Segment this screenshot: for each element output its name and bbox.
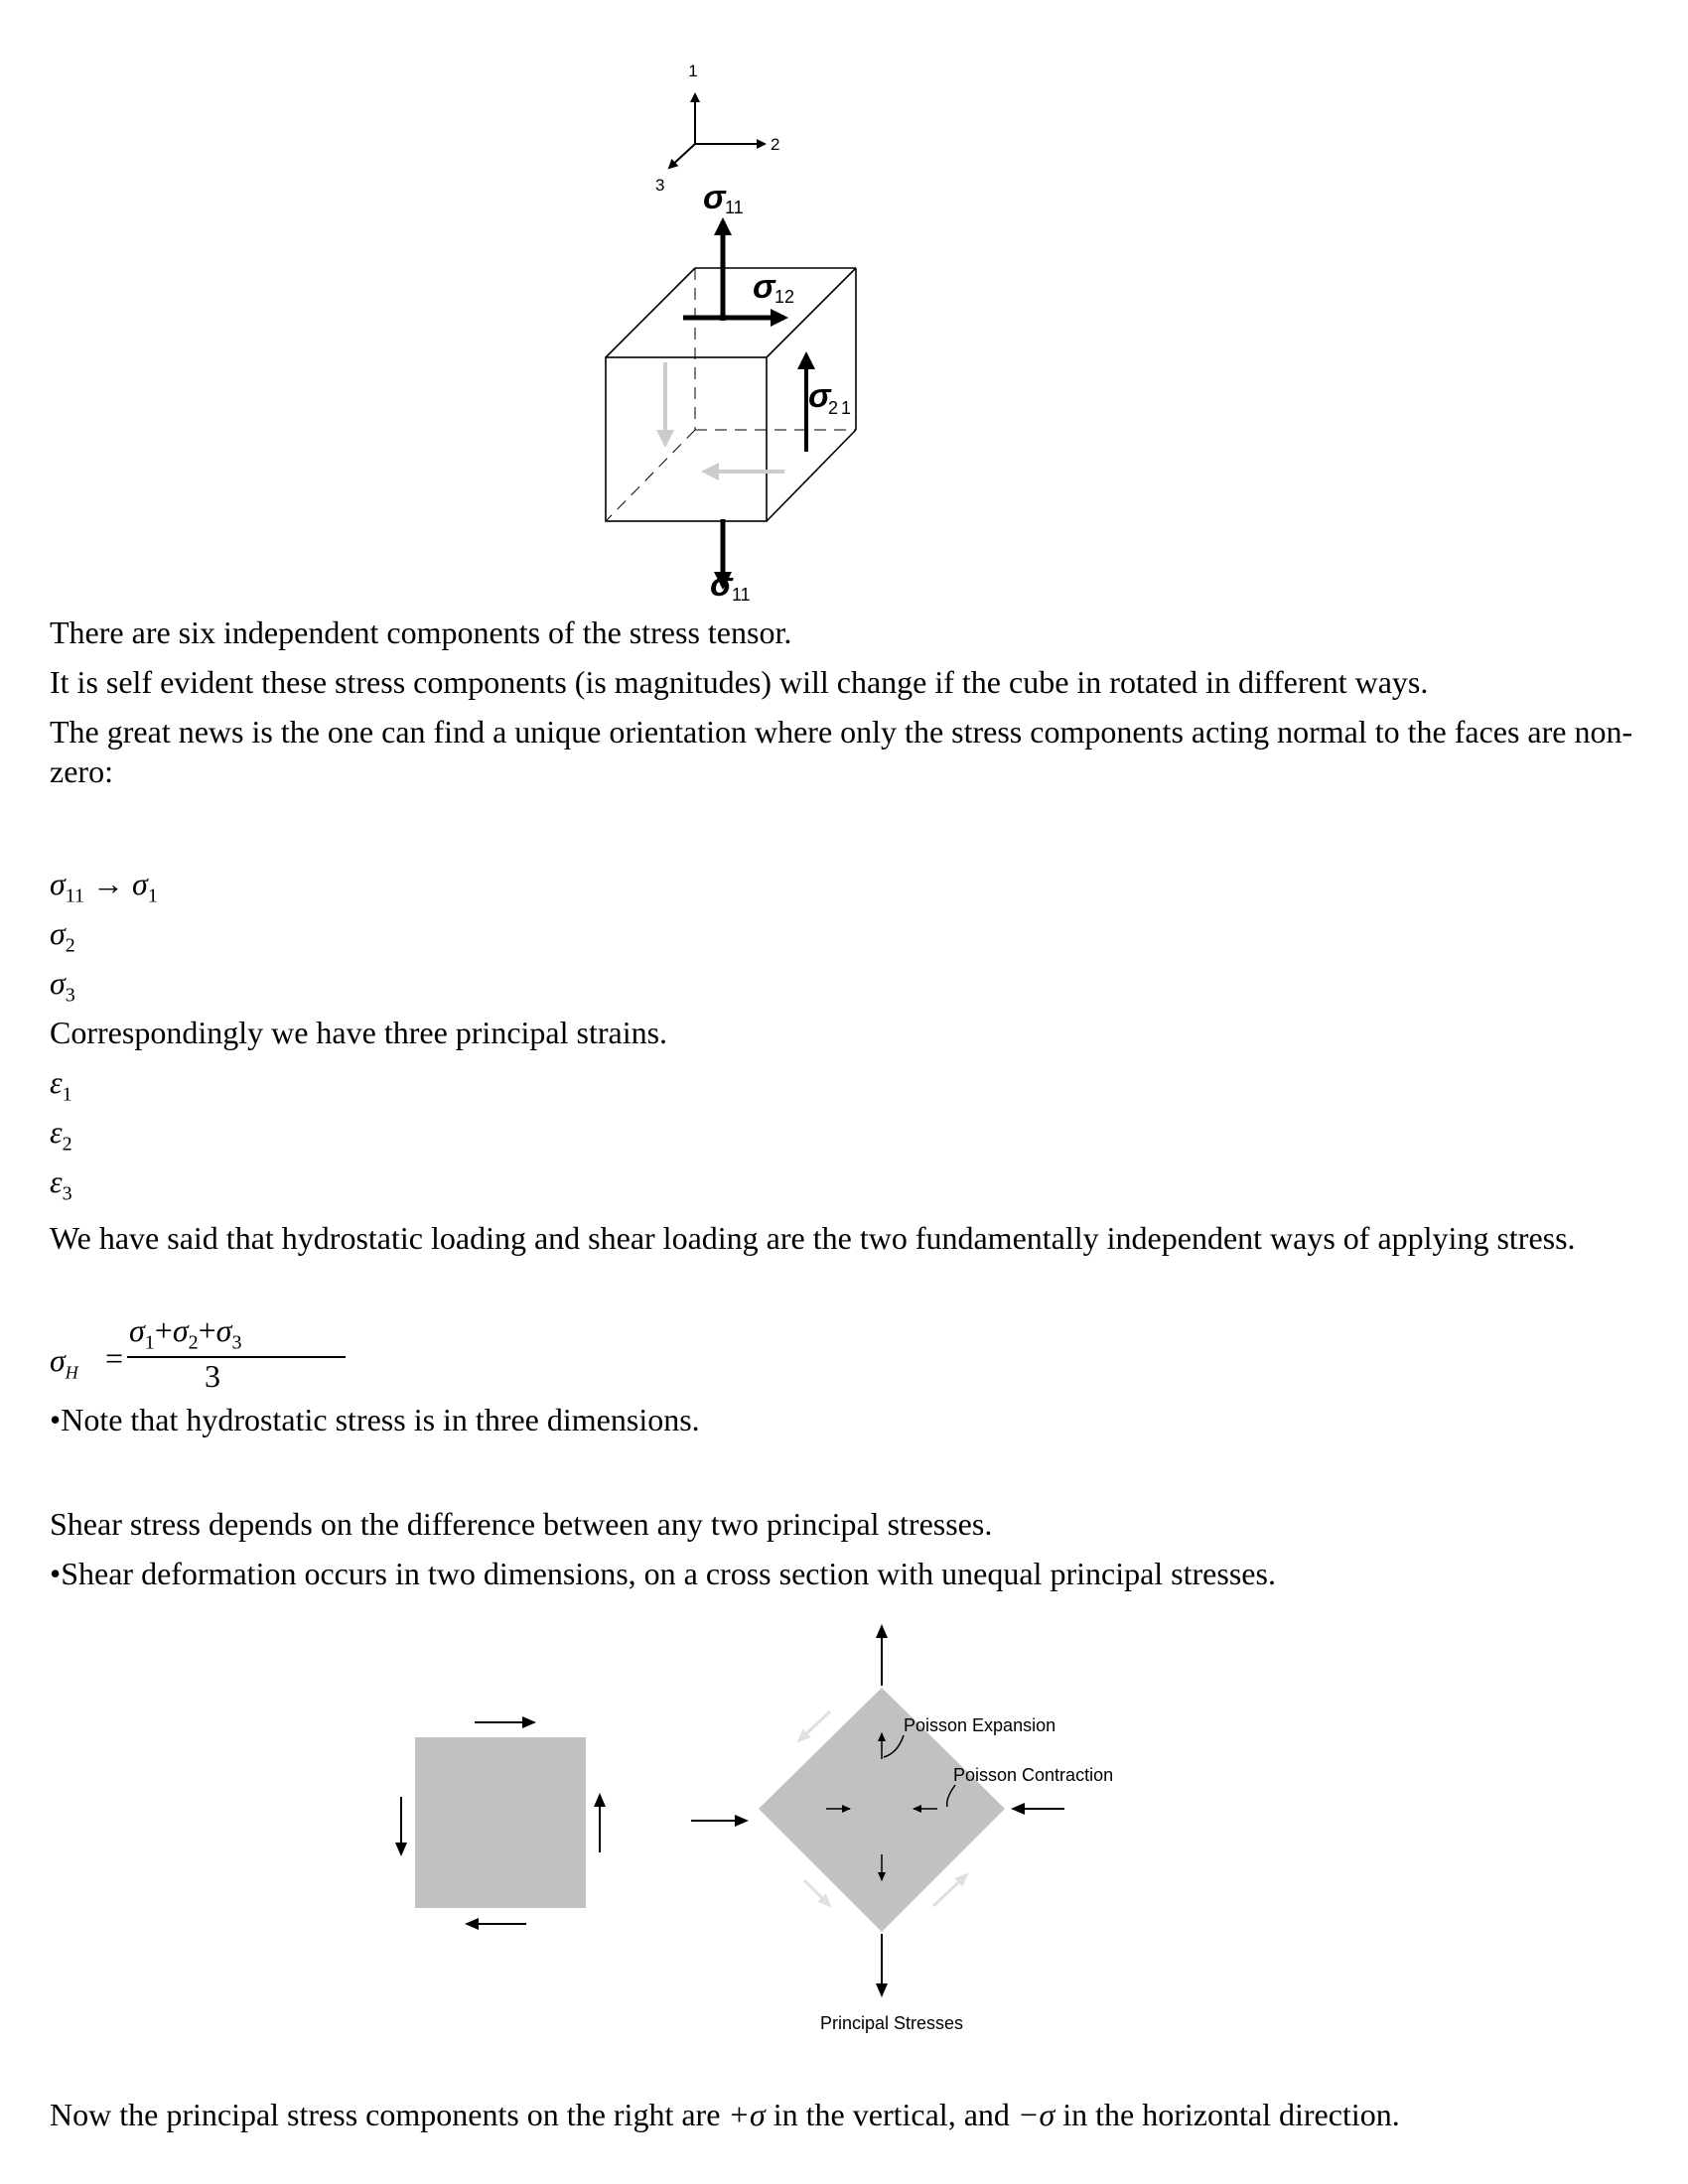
axis-1-label: 1 [688, 62, 698, 80]
paragraph-unique-orientation: The great news is the one can find a unique orientation where only the stress components acting normal to the faces are non-zero: [50, 714, 1633, 789]
faint-arrow-bottom-left [804, 1880, 830, 1906]
principal-stress-sigma1: $\sigma_{11} \to \sigma_1$ [50, 866, 158, 907]
poisson-contraction-label: Poisson Contraction [953, 1765, 1114, 1785]
sigma11-bottom-symbol: σ [710, 566, 733, 604]
shear-principal-stress-figure [377, 1608, 1172, 2045]
coordinate-axes [669, 94, 765, 168]
poisson-expansion-label: Poisson Expansion [904, 1715, 1056, 1735]
hydrostatic-stress-equation: $\sigma_H$ = $\sigma_1+\sigma_2+\sigma_3$ 3 [50, 1312, 407, 1402]
principal-stresses-caption: Principal Stresses [819, 2013, 964, 2033]
paragraph-hydrostatic-shear: We have said that hydrostatic loading and shear loading are the two fundamentally independent ways of applying stress. [50, 1220, 1576, 1256]
sigma12-subscript: 12 [774, 287, 795, 307]
sigma21-subscript: 21 [828, 398, 855, 418]
paragraph-principal-components: Now the principal stress components on the right are +σ in the vertical, and −σ in the horizontal direction. [50, 2097, 1400, 2132]
principal-stress-sigma3: $\sigma_3$ [50, 965, 75, 1007]
faint-arrow-bottom-right [933, 1874, 967, 1906]
faint-arrow-top-left [798, 1711, 830, 1741]
paragraph-rotation: It is self evident these stress components (is magnitudes) will change if the cube in rotated in different ways. [50, 664, 1429, 700]
paragraph-principal-strains: Correspondingly we have three principal strains. [50, 1015, 668, 1050]
shear-square [415, 1737, 586, 1908]
stress-cube-figure [556, 55, 973, 620]
sigma11-top-subscript: 11 [725, 198, 744, 217]
principal-stress-sigma2: $\sigma_2$ [50, 915, 75, 957]
principal-strain-epsilon3: $\varepsilon_3$ [50, 1163, 72, 1205]
axis-2-label: 2 [771, 135, 780, 154]
principal-strain-epsilon2: $\varepsilon_2$ [50, 1114, 72, 1156]
sigma21-symbol: σ [808, 377, 831, 415]
sigma11-bottom-subscript: 11 [732, 585, 751, 605]
axis-3-label: 3 [655, 176, 665, 195]
paragraph-hydrostatic-note: •Note that hydrostatic stress is in three dimensions. [50, 1402, 700, 1437]
paragraph-shear-difference: Shear stress depends on the difference between any two principal stresses. [50, 1506, 993, 1542]
sigma11-top-symbol: σ [703, 179, 726, 216]
paragraph-six-components: There are six independent components of the stress tensor. [50, 614, 792, 650]
paragraph-shear-deformation: •Shear deformation occurs in two dimensions, on a cross section with unequal principal stresses. [50, 1556, 1276, 1591]
principal-strain-epsilon1: $\varepsilon_1$ [50, 1064, 72, 1106]
sigma12-symbol: σ [753, 268, 775, 306]
